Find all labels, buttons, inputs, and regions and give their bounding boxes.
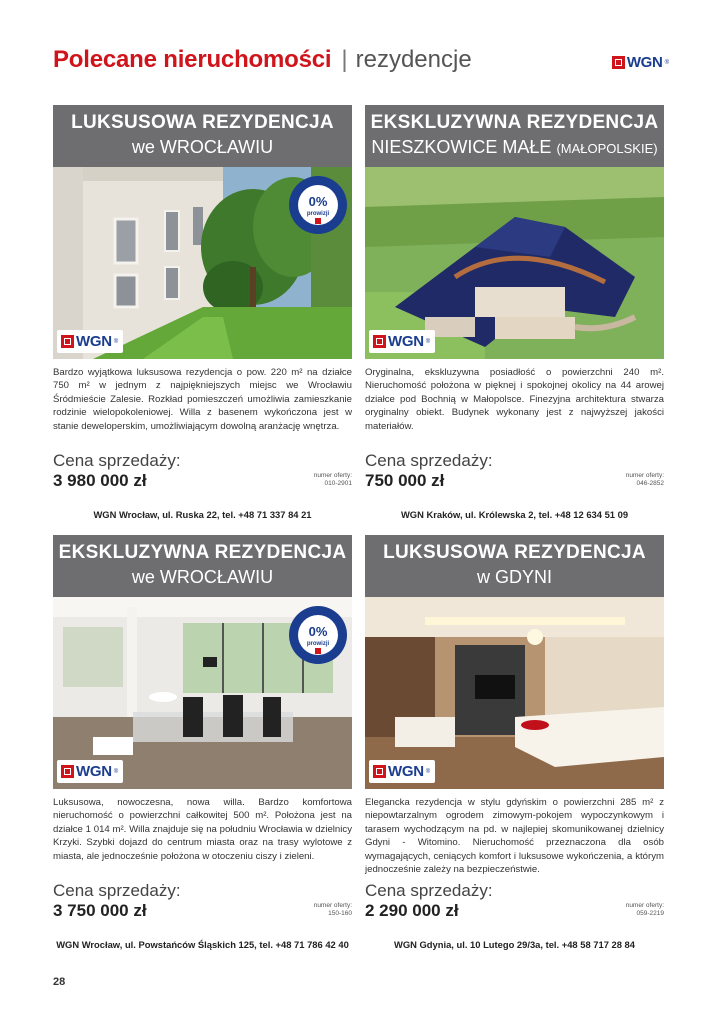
wgn-logo-reg: ®	[664, 59, 669, 66]
card-location: we WROCŁAWIU	[131, 567, 274, 587]
card-location: NIESZKOWICE MAŁE (MAŁOPOLSKIE)	[371, 137, 658, 157]
promo-label: prowizji	[306, 211, 330, 217]
page-subtitle: rezydencje	[355, 46, 472, 73]
card-location: w GDYNI	[476, 567, 552, 587]
card-location: we WROCŁAWIU	[131, 137, 274, 157]
price-label: Cena sprzedaży:	[53, 881, 181, 900]
listing-card[interactable]	[53, 535, 352, 950]
promo-badge	[288, 605, 348, 665]
promo-label: prowizji	[306, 641, 330, 647]
photo-wgn-logo: WGN ®	[57, 760, 123, 783]
card-title: LUKSUSOWA REZYDENCJA	[71, 112, 334, 133]
price-value: 2 290 000 zł	[365, 901, 459, 920]
photo-wgn-logo: WGN ®	[57, 330, 123, 353]
agency-contact: WGN Wrocław, ul. Powstańców Śląskich 125, tel. +48 71 786 42 40	[56, 939, 349, 950]
price-label: Cena sprzedaży:	[365, 451, 493, 470]
card-title: EKSKLUZYWNA REZYDENCJA	[58, 542, 347, 563]
wgn-logo-icon	[612, 56, 625, 69]
listing-card[interactable]	[53, 105, 352, 520]
price-value: 750 000 zł	[365, 471, 445, 490]
agency-contact: WGN Kraków, ul. Królewska 2, tel. +48 12 634 51 09	[400, 509, 629, 520]
price-label: Cena sprzedaży:	[365, 881, 493, 900]
card-header	[365, 105, 664, 167]
promo-percent: 0%	[308, 624, 328, 639]
card-title: LUKSUSOWA REZYDENCJA	[383, 542, 646, 563]
page-header	[53, 46, 472, 80]
offer-number: numer oferty: 150-160	[313, 902, 352, 917]
card-header	[365, 535, 664, 597]
wgn-logo-text: WGN	[626, 54, 663, 71]
price-value: 3 980 000 zł	[53, 471, 147, 490]
wgn-logo[interactable]	[612, 54, 669, 71]
title-separator: |	[341, 46, 348, 73]
card-title: EKSKLUZYWNA REZYDENCJA	[370, 112, 659, 133]
property-description: Elegancka rezydencja w stylu gdyńskim o powierzchni 285 m² z niepowtarzalnym ogrodem zimowym-pokojem wypoczynkowym i tarasem wychodzącym na pd. w najlepiej skomunikowanej dzielnicy Gdyni - Witomino. Nieruchomość przeznaczona dla osób wymagających, ceniących komfort i luksusowe wykończenia, a którym jednocześnie zależy na bezpieczeństwie.	[365, 797, 664, 876]
page-number: 28	[53, 976, 66, 988]
offer-number: numer oferty: 059-2219	[625, 902, 664, 917]
property-photo[interactable]	[365, 597, 664, 789]
price-label: Cena sprzedaży:	[53, 451, 181, 470]
promo-badge	[288, 175, 348, 235]
card-header	[53, 535, 352, 597]
price-value: 3 750 000 zł	[53, 901, 147, 920]
promo-percent: 0%	[308, 194, 328, 209]
agency-contact: WGN Gdynia, ul. 10 Lutego 29/3a, tel. +48 58 717 28 84	[394, 939, 635, 950]
property-photo[interactable]	[53, 167, 352, 359]
offer-number: numer oferty: 046-2852	[625, 472, 664, 487]
photo-wgn-logo: WGN ®	[369, 330, 435, 353]
property-description: Luksusowa, nowoczesna, nowa willa. Bardzo komfortowa nieruchomość o powierzchni całkowitej 500 m². Położona jest na działce 1 014 m². Willa znajduje się na południu Wrocławia w dzielnicy Krzyki. Szybki dojazd do centrum miasta oraz na trasy wylotowe z miasta, ale jednocześnie położona w otoczeniu ciszy i zieleni.	[53, 797, 352, 862]
page-title: Polecane nieruchomości	[53, 46, 332, 73]
property-description: Oryginalna, ekskluzywna posiadłość o powierzchni 240 m². Nieruchomość położona w pięknej i spokojnej okolicy na 44 arowej działce pod Bochnią w Małopolsce. Finezyjna architektura stwarza oryginalny obiekt. Budynek wykonany jest z najwyższej jakości materiałów.	[365, 367, 664, 432]
card-header	[53, 105, 352, 167]
listing-card[interactable]	[365, 105, 664, 520]
property-photo[interactable]	[53, 597, 352, 789]
property-description: Bardzo wyjątkowa luksusowa rezydencja o pow. 220 m² na działce 750 m² w jednym z najpiękniejszych miejsc we Wrocławiu Śródmieście Zalesie. Rozkład pomieszczeń umożliwia zamieszkanie rodzinie wielopokoleniowej. Willa z basenem wykończona jest w stanie deweloperskim, umożliwiającym dowolną aranżację wnętrza.	[53, 367, 352, 432]
offer-number: numer oferty: 010-2901	[313, 472, 352, 487]
agency-contact: WGN Wrocław, ul. Ruska 22, tel. +48 71 337 84 21	[93, 509, 312, 520]
photo-wgn-logo: WGN ®	[369, 760, 435, 783]
property-photo[interactable]	[365, 167, 664, 359]
listing-card[interactable]	[365, 535, 664, 950]
